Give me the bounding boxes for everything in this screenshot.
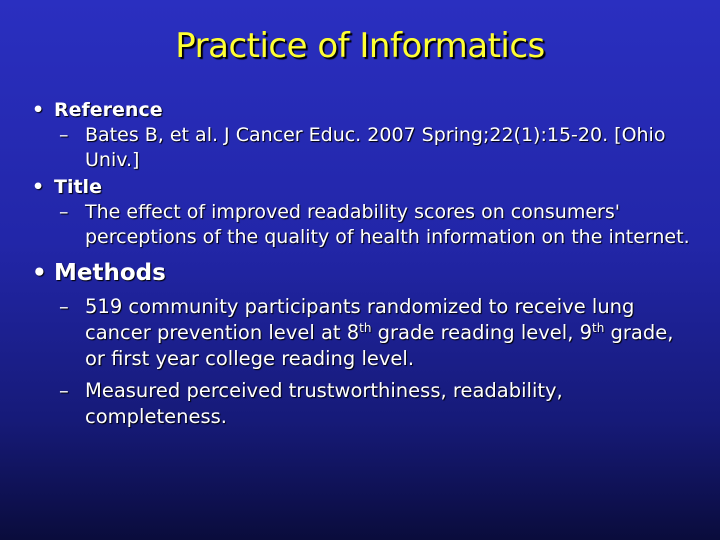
title-text-item <box>30 200 690 250</box>
methods-label: Methods <box>54 260 166 286</box>
methods-item1-sup1: th <box>359 321 372 335</box>
article-title-text: The effect of improved readability scores on consumers' perceptions of the quality of health information on the internet. <box>85 201 690 248</box>
methods-item1-part3: grade, or first year college reading level. <box>85 321 674 370</box>
title-label: Title <box>54 176 102 198</box>
methods-item-measures <box>30 378 690 430</box>
bullet-marker: • <box>32 99 45 121</box>
slide-content <box>30 96 690 430</box>
dash-marker: – <box>59 124 69 146</box>
reference-label: Reference <box>54 99 163 121</box>
dash-marker: – <box>59 295 69 318</box>
slide-title: Practice of Informatics <box>175 26 545 66</box>
dash-marker: – <box>59 379 69 402</box>
dash-marker: – <box>59 201 69 223</box>
reference-citation <box>30 123 690 173</box>
methods-item-participants <box>30 294 690 372</box>
bullet-marker: • <box>32 260 47 286</box>
reference-text: Bates B, et al. J Cancer Educ. 2007 Spring;22(1):15-20. [Ohio Univ.] <box>85 124 666 171</box>
methods-item1-part2: grade reading level, 9 <box>371 321 593 344</box>
bullet-reference <box>30 98 690 123</box>
methods-item1-part1: 519 community participants randomized to receive lung cancer prevention level at 8 <box>85 295 635 344</box>
methods-item2-text: Measured perceived trustworthiness, readability, completeness. <box>85 379 563 428</box>
bullet-methods <box>30 258 690 288</box>
methods-item1-sup2: th <box>592 321 605 335</box>
bullet-marker: • <box>32 176 45 198</box>
bullet-title <box>30 175 690 200</box>
